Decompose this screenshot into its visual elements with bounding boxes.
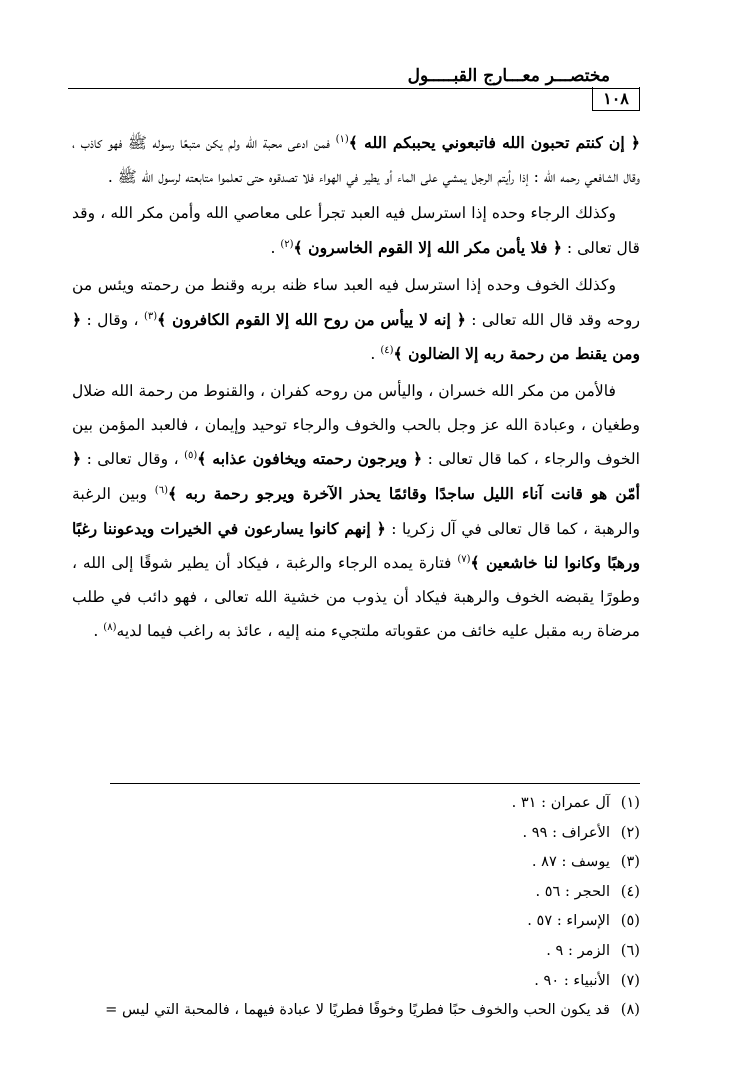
quran-verse: ﴿ إن كنتم تحبون الله فاتبعوني يحببكم الله ﴾ [348, 133, 640, 152]
quran-verse: ﴿ أمّن هو قانت آناء الليل ساجدًا وقائمًا يحذر الآخرة ويرجو رحمة ربه ﴾ [72, 449, 640, 504]
footnote-number: (٤) [620, 882, 640, 900]
text-segment: فالأمن من مكر الله خسران ، واليأس من روحه كفران ، والقنوط من رحمة الله ضلال وطغيان ، وعبادة الله عز وجل بالحب والخوف والرجاء توحيد وإيمان ، فالعبد المؤمن بين الخوف والرجاء ، كما قال تعالى : [72, 381, 641, 469]
text-segment: وكذلك الرجاء وحده إذا استرسل فيه العبد تجرأ على معاصي الله وأمن مكر الله ، وقد قال تعالى : [72, 204, 640, 258]
text-segment: وبين الرغبة والرهبة ، كما قال تعالى في آل زكريا : [72, 485, 640, 538]
footnote-number: (٥) [620, 912, 640, 930]
quran-verse: ﴿ فلا يأمن مكر الله إلا القوم الخاسرون ﴾ [293, 238, 562, 258]
verse-text: إن كنتم تحبون الله فاتبعوني يحببكم الله [364, 133, 625, 152]
footnote-ref: (٨) [103, 621, 117, 633]
quran-verse: ﴿ ومن يقنط من رحمة ربه إلا الضالون ﴾ [72, 309, 640, 364]
paragraph-3 [72, 269, 640, 372]
footnote-number: (٢) [620, 823, 640, 841]
footnote-ref: (١) [335, 133, 349, 145]
text-segment: فمن ادعى محبة الله ولم يكن متبعًا رسوله ﷺ فهو كاذب ، وقال الشافعي رحمه الله : إذا رأيتم الرجل يمشي على الماء أو يطير في الهواء فلا تصدقوه حتى تعلموا متابعته لرسول الله ﷺ . [72, 134, 640, 186]
footnote-ref: (٦) [154, 484, 168, 496]
page-header [68, 66, 640, 114]
footnote-text: الأعراف : ٩٩ . [522, 823, 610, 841]
footnote-item [70, 966, 640, 996]
footnote-text: الإسراء : ٥٧ . [527, 912, 610, 930]
footnote-item [70, 788, 640, 818]
footnote-number: (٨) [620, 1001, 640, 1019]
footnote-separator [110, 783, 640, 784]
footnote-item [70, 847, 640, 877]
quran-verse: ﴿ ويرجون رحمته ويخافون عذابه ﴾ [197, 449, 423, 469]
footnote-ref: (٣) [143, 310, 158, 322]
footnote-text: الأنبياء : ٩٠ . [534, 971, 610, 989]
footnote-text: يوسف : ٨٧ . [531, 853, 610, 871]
footnote-item [70, 995, 640, 1025]
footnote-ref: (٤) [380, 345, 394, 357]
header-rule [68, 88, 640, 89]
footnote-item [70, 877, 640, 907]
footnote-item [70, 936, 640, 966]
footnote-number: (١) [620, 794, 640, 811]
text-segment: فتارة يمده الرجاء والرغبة ، فيكاد أن يطير شوقًا إلى الله ، وطورًا يقبضه الخوف والرهبة فيكاد أن يذوب من خشية الله تعالى ، فهو دائب في طلب مرضاة ربه مقبل عليه خائف من عقوباته ملتجيء منه إليه ، عائذ به راغب فيما لديه [72, 554, 640, 640]
paragraph-4 [72, 375, 640, 649]
paragraph-1 [72, 126, 640, 194]
footnotes [70, 788, 640, 1025]
quran-verse: ﴿ إنهم كانوا يسارعون في الخيرات ويدعوننا رغبًا ورهبًا وكانوا لنا خاشعين ﴾ [72, 518, 640, 573]
text-segment: وكذلك الخوف وحده إذا استرسل فيه العبد ساء ظنه بربه وقنط من رحمته ويئس من روحه وقد قال الله تعالى : [72, 275, 640, 329]
footnote-text: الحجر : ٥٦ . [535, 882, 610, 900]
footnote-number: (٣) [620, 853, 640, 871]
text-segment: . [93, 621, 104, 640]
footnote-text: آل عمران : ٣١ . [511, 794, 610, 811]
text-segment: ، وقال : [81, 310, 144, 329]
footnote-text: الزمر : ٩ . [546, 941, 610, 959]
footnote-item [70, 906, 640, 936]
main-text [72, 126, 640, 649]
quran-verse: ﴿ إنه لا ييأس من روح الله إلا القوم الكافرون ﴾ [157, 309, 466, 329]
footnote-ref: (٧) [457, 554, 471, 566]
footnote-number: (٧) [620, 971, 640, 989]
footnote-number: (٦) [620, 941, 640, 959]
running-title: مختصـــر معـــارج القبـــــول [407, 66, 610, 86]
footnote-item [70, 818, 640, 848]
page-number: ١٠٨ [592, 87, 640, 111]
footnote-ref: (٥) [184, 450, 198, 462]
footnote-text: قد يكون الحب والخوف حبًا فطريًا وخوفًا فطريًا لا عبادة فيهما ، فالمحبة التي ليس = [105, 1001, 610, 1019]
text-segment: ، وقال تعالى : [81, 450, 185, 469]
footnote-ref: (٢) [280, 238, 294, 250]
paragraph-2 [72, 197, 640, 265]
text-segment: . [370, 345, 381, 364]
text-segment: . [270, 239, 281, 258]
